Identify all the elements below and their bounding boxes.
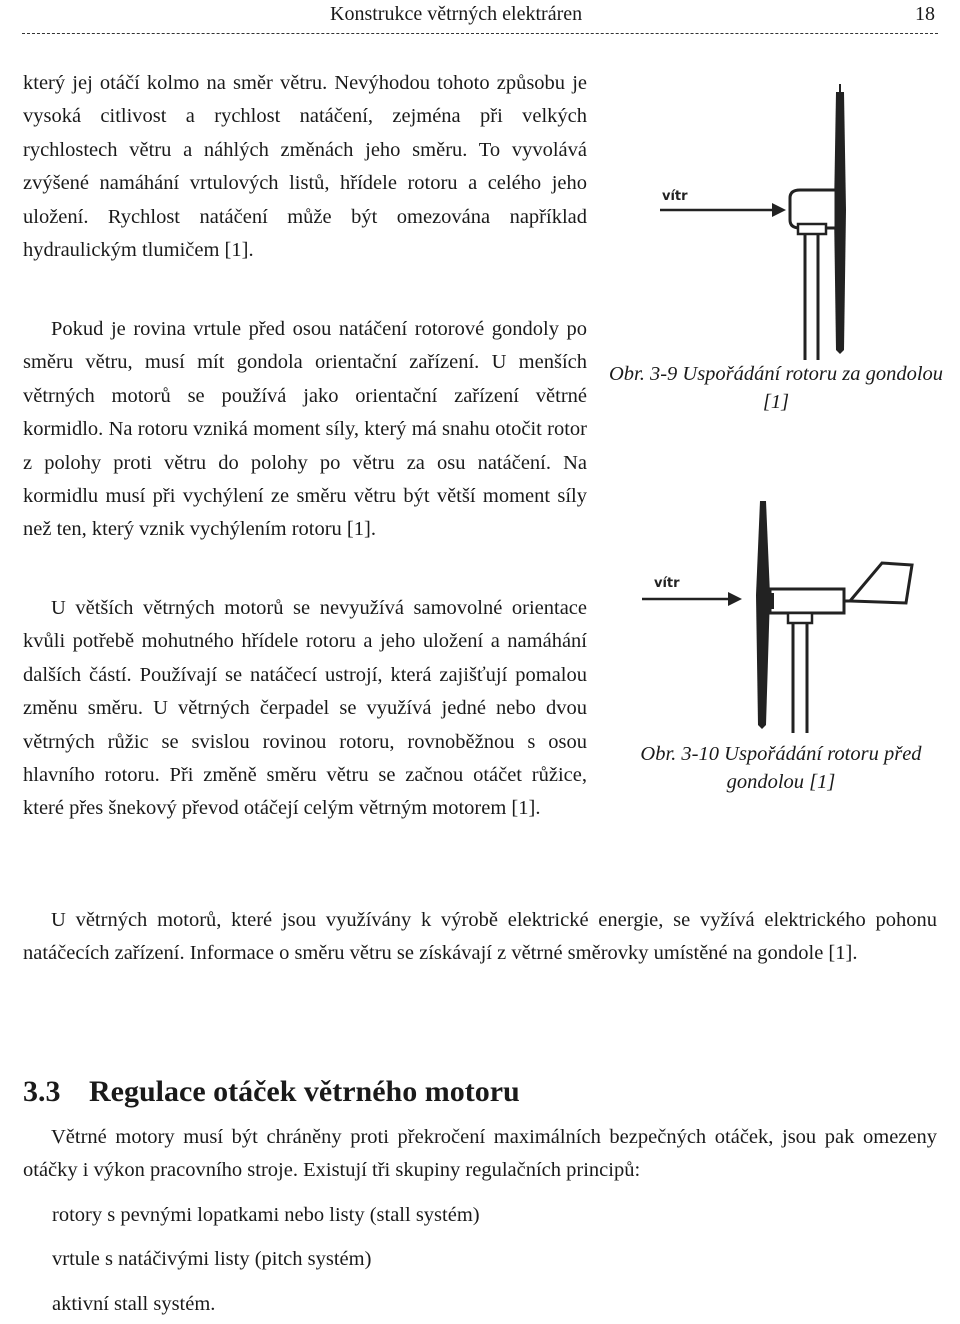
header-title: Konstrukce větrných elektráren — [330, 3, 583, 25]
header-divider — [22, 33, 938, 34]
section-number: 3.3 — [23, 1075, 61, 1108]
paragraph-3: U větších větrných motorů se nevyužívá samovolné orientace kvůli potřebě mohutného hřídele rotoru a jeho uložení a namáhání dalších částí. Používají se natáčecí ustrojí, která zajišťují pomalou změnu směru. U větrných čerpadel se využívá jedné nebo dvou větrných růžic se svislou rovinou rotoru, rovnoběžnou s osou hlavního rotoru. Při změně směru větru se začnou otáčet růžice, které přes šnekový převod otáčejí celým větrným motorem [1]. — [23, 597, 587, 820]
section-heading — [23, 1075, 520, 1109]
figure-rotor-front-of-nacelle — [620, 475, 942, 737]
list-item: aktivní stall systém. — [52, 1293, 216, 1315]
list-item: vrtule s natáčivými listy (pitch systém) — [52, 1248, 372, 1270]
figure-rotor-behind-nacelle — [640, 70, 922, 362]
downwind-turbine-drawing — [640, 70, 922, 362]
upwind-turbine-drawing — [620, 475, 942, 737]
page-number: 18 — [915, 3, 935, 25]
paragraph-5: Větrné motory musí být chráněny proti překročení maximálních bezpečných otáček, jsou pak omezeny otáčky i výkon pracovního stroje. Existují tři skupiny regulačních principů: — [23, 1126, 937, 1182]
wind-label: vítr — [654, 576, 680, 591]
list-item: rotory s pevnými lopatkami nebo listy (stall systém) — [52, 1204, 480, 1226]
paragraph-4: U větrných motorů, které jsou využívány k výrobě elektrické energie, se vyžívá elektrického pohonu natáčecích zařízení. Informace o směru větru se získávají z větrné směrovky umístěné na gondole [1]. — [23, 909, 937, 965]
page-header — [0, 0, 960, 34]
figure-3-9-caption: Obr. 3-9 Uspořádání rotoru za gondolou [1] — [608, 363, 944, 413]
paragraph-1: který jej otáčí kolmo na směr větru. Nevýhodou tohoto způsobu je vysoká citlivost a rychlost natáčení, zejména při velkých rychlostech větru a náhlých změnách jeho směru. To vyvolává zvýšené namáhání vrtulových listů, hřídele rotoru a celého jeho uložení. Rychlost natáčení může být omezována například hydraulickým tlumičem [1]. — [23, 72, 587, 262]
wind-label: vítr — [662, 189, 688, 204]
section-title: Regulace otáček větrného motoru — [89, 1075, 520, 1108]
figure-3-10-caption: Obr. 3-10 Uspořádání rotoru před gondolou [1] — [640, 743, 922, 793]
paragraph-2: Pokud je rovina vrtule před osou natáčení rotorové gondoly po směru větru, musí mít gondola orientační zařízení. U menších větrných motorů se používá jako orientační zařízení větrné kormidlo. Na rotoru vzniká moment síly, který má snahu otočit rotor z polohy proti větru do polohy po větru za osu natáčení. Na kormidlu musí při vychýlení ze směru větru být větší moment síly než ten, který vznik vychýlením rotoru [1]. — [23, 318, 587, 541]
